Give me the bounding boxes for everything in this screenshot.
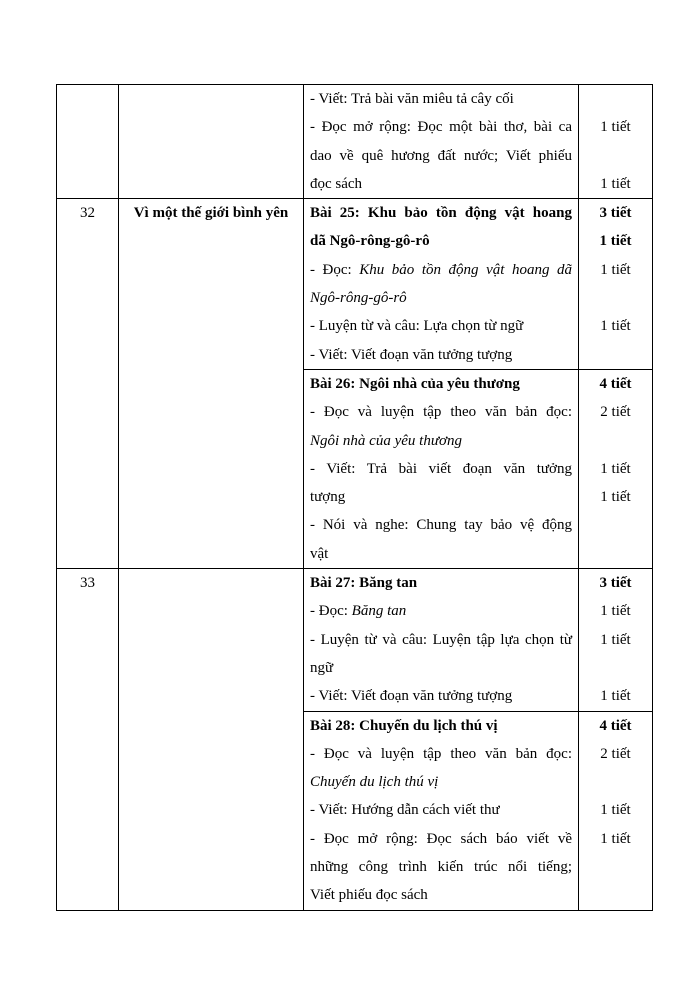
period-count: 1 tiết	[600, 261, 631, 278]
period-count	[579, 142, 652, 170]
period-count	[579, 540, 652, 568]
period-count	[579, 341, 652, 369]
lesson-line-text: - Luyện từ và câu: Luyện tập lựa chọn từ	[310, 631, 572, 648]
period-count	[579, 853, 652, 881]
lesson-line-text: những công trình kiến trúc nổi tiếng;	[310, 859, 572, 876]
period-count	[579, 427, 652, 455]
lesson-content-cell	[304, 199, 579, 370]
period-count: 1 tiết	[599, 233, 632, 250]
lesson-line-text: đọc sách	[310, 175, 363, 192]
period-count	[579, 654, 652, 682]
period-count: 2 tiết	[600, 404, 631, 421]
lesson-content-cell	[304, 369, 579, 568]
lesson-line	[310, 654, 572, 682]
period-count: 1 tiết	[600, 489, 631, 506]
lesson-line	[310, 199, 572, 227]
period-count	[579, 768, 652, 796]
hours-cell	[579, 711, 653, 910]
period-count: 1 tiết	[600, 460, 631, 477]
theme-cell	[119, 85, 304, 199]
lesson-line	[310, 853, 572, 881]
lesson-line	[310, 740, 572, 768]
lesson-line	[310, 312, 572, 340]
lesson-line-title: Ngô-rông-gô-rô	[310, 290, 407, 307]
period-count: 3 tiết	[599, 575, 632, 592]
lesson-line	[310, 170, 572, 198]
hours-cell	[579, 199, 653, 370]
lesson-line	[310, 370, 572, 398]
period-count	[579, 85, 652, 113]
lesson-line	[310, 142, 572, 170]
period-count: 1 tiết	[600, 830, 631, 847]
lesson-line	[310, 113, 572, 141]
lesson-line-title: Khu bảo tồn động vật hoang dã	[359, 261, 573, 278]
lesson-plan-table	[56, 84, 653, 911]
period-count: 1 tiết	[600, 119, 631, 136]
lesson-line	[310, 511, 572, 539]
week-cell	[57, 85, 119, 199]
lesson-content-cell	[304, 85, 579, 199]
table-row	[57, 199, 653, 370]
period-count: 1 tiết	[600, 318, 631, 335]
lesson-line-text: - Đọc:	[310, 261, 360, 278]
lesson-line	[310, 341, 572, 369]
lesson-line	[310, 85, 572, 113]
period-count	[579, 511, 652, 539]
lesson-line-text: Bài 25: Khu bảo tồn động vật hoang	[310, 205, 572, 222]
lesson-line	[310, 227, 572, 255]
lesson-line-text: vật	[310, 545, 329, 562]
lesson-line-text: - Viết: Trả bài văn miêu tả cây cối	[310, 91, 514, 107]
lesson-line-text: - Luyện từ và câu: Lựa chọn từ ngữ	[310, 318, 524, 335]
lesson-line-text: - Đọc mở rộng: Đọc sách báo viết về	[310, 830, 572, 847]
lesson-line-text: - Nói và nghe: Chung tay bảo vệ động	[310, 517, 572, 534]
week-cell: 32	[57, 199, 119, 569]
lesson-line-text: - Đọc:	[310, 603, 352, 620]
lesson-line-text: Viết phiếu đọc sách	[310, 887, 428, 904]
period-count: 3 tiết	[599, 205, 632, 222]
period-count: 2 tiết	[600, 745, 631, 762]
lesson-line-text: - Viết: Viết đoạn văn tưởng tượng	[310, 346, 513, 363]
lesson-line	[310, 768, 572, 796]
period-count	[579, 284, 652, 312]
period-count: 4 tiết	[599, 375, 632, 392]
lesson-line-text: ngữ	[310, 659, 334, 676]
lesson-line-text: - Viết: Viết đoạn văn tưởng tượng	[310, 688, 513, 705]
lesson-line	[310, 569, 572, 597]
period-count: 1 tiết	[600, 175, 631, 192]
period-count: 1 tiết	[600, 603, 631, 620]
lesson-line	[310, 881, 572, 909]
lesson-content-cell	[304, 711, 579, 910]
lesson-line-text: - Đọc mở rộng: Đọc một bài thơ, bài ca	[310, 119, 572, 136]
lesson-line-text: Bài 26: Ngôi nhà của yêu thương	[310, 375, 520, 392]
week-cell: 33	[57, 569, 119, 911]
period-count: 1 tiết	[600, 802, 631, 819]
lesson-line-title: Chuyến du lịch thú vị	[310, 774, 439, 791]
hours-cell	[579, 85, 653, 199]
period-count	[579, 881, 652, 909]
lesson-line	[310, 682, 572, 710]
lesson-line	[310, 796, 572, 824]
lesson-line-text: - Đọc và luyện tập theo văn bản đọc:	[310, 404, 572, 421]
theme-cell: Vì một thế giới bình yên	[119, 199, 304, 569]
lesson-line	[310, 455, 572, 483]
lesson-line	[310, 626, 572, 654]
period-count: 1 tiết	[600, 631, 631, 648]
lesson-line	[310, 540, 572, 568]
period-count: 1 tiết	[600, 688, 631, 705]
lesson-line-text: - Viết: Hướng dẫn cách viết thư	[310, 802, 500, 819]
lesson-line	[310, 256, 572, 284]
lesson-line-text: - Đọc và luyện tập theo văn bản đọc:	[310, 745, 572, 762]
lesson-line	[310, 284, 572, 312]
lesson-line-text: Bài 27: Băng tan	[310, 575, 418, 592]
lesson-line-text: - Viết: Trả bài viết đoạn văn tưởng	[310, 460, 572, 477]
lesson-line-text: Bài 28: Chuyến du lịch thú vị	[310, 717, 498, 734]
lesson-plan-body	[57, 85, 653, 911]
table-row	[57, 85, 653, 199]
lesson-content-cell	[304, 569, 579, 711]
period-count: 4 tiết	[599, 717, 632, 734]
lesson-line	[310, 398, 572, 426]
table-row	[57, 569, 653, 711]
theme-cell	[119, 569, 304, 911]
lesson-line	[310, 712, 572, 740]
lesson-line	[310, 825, 572, 853]
lesson-line	[310, 427, 572, 455]
hours-cell	[579, 369, 653, 568]
lesson-line	[310, 597, 572, 625]
hours-cell	[579, 569, 653, 711]
lesson-line	[310, 483, 572, 511]
lesson-line-title: Băng tan	[351, 603, 407, 620]
lesson-line-text: dã Ngô-rông-gô-rô	[310, 233, 430, 250]
lesson-line-title: Ngôi nhà của yêu thương	[310, 432, 462, 449]
lesson-line-text: dao về quê hương đất nước; Viết phiếu	[310, 147, 572, 164]
lesson-line-text: tượng	[310, 489, 346, 506]
